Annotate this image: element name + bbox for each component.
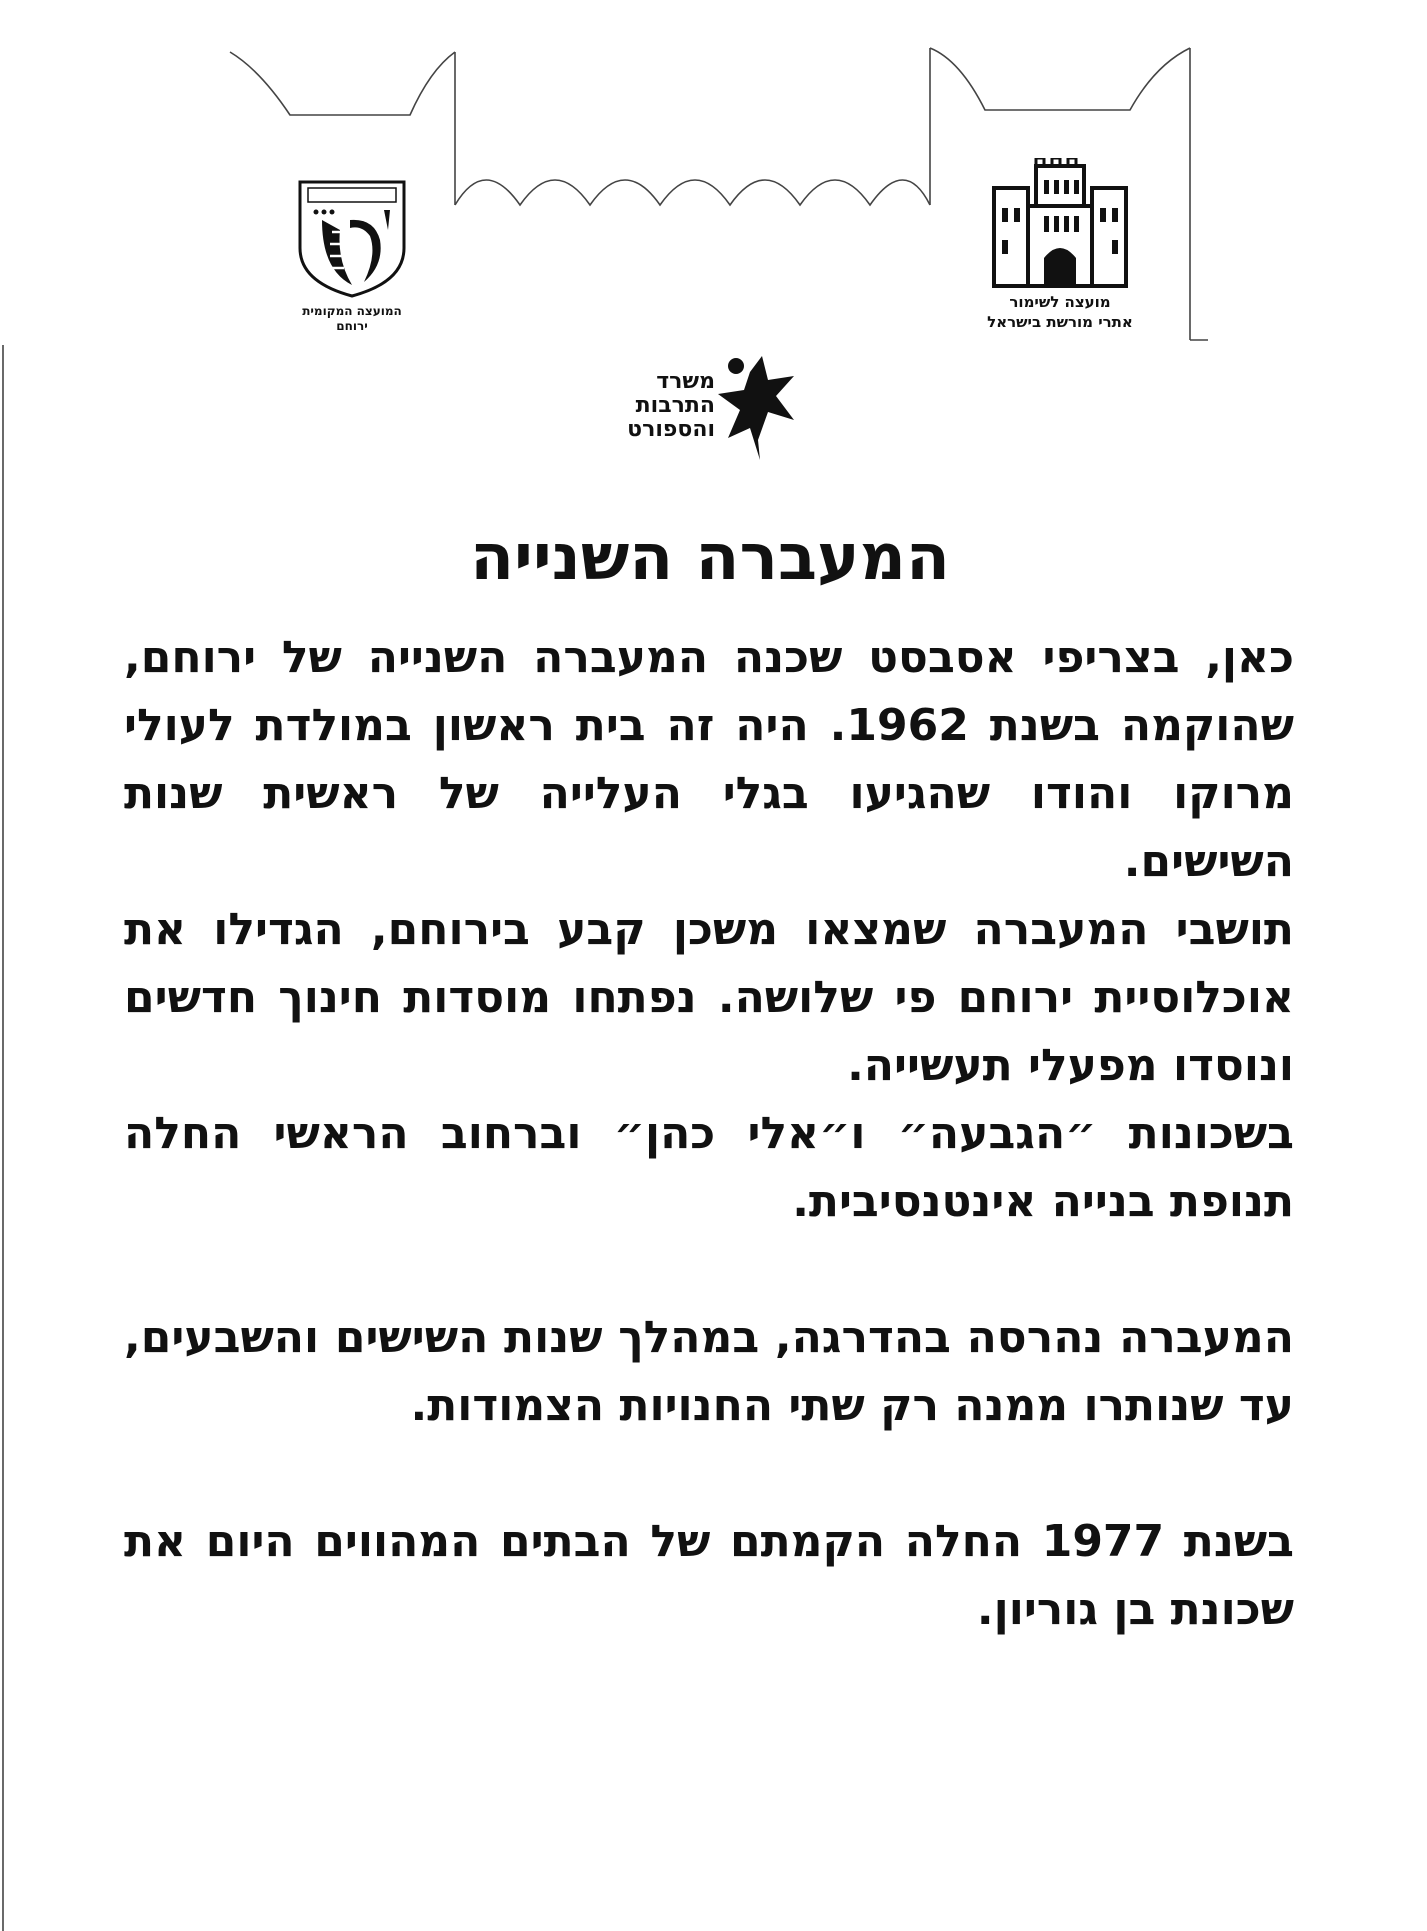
yeruham-caption-1: המועצה המקומית — [302, 304, 402, 318]
ministry-name-line2: התרבות — [635, 393, 715, 418]
paragraph-1: כאן, בצריפי אסבסט שכנה המעברה השנייה של ירוחם, שהוקמה בשנת 1962. היה זה בית ראשון במולדת לעולי מרוקו והודו שהגיעו בגלי העלייה של ראשית שנות השישים. — [124, 632, 1295, 887]
paragraph-3: בשכונות ״הגבעה״ ו״אלי כהן״ וברחוב הראשי החלה תנופת בנייה אינטנסיבית. — [124, 1108, 1294, 1227]
yeruham-shield-icon — [292, 170, 412, 300]
paragraph-5: בשנת 1977 החלה הקמתם של הבתים המהווים היום את שכונת בן גוריון. — [124, 1516, 1294, 1635]
paragraph-spacer — [124, 1236, 1294, 1304]
ministry-culture-sport-logo — [590, 350, 830, 470]
heritage-council-logo — [955, 158, 1165, 332]
sign-body — [124, 624, 1294, 1644]
paragraph-4: המעברה נהרסה בהדרגה, במהלך שנות השישים והשבעים, עד שנותרו ממנה רק שתי החנויות הצמודות. — [124, 1312, 1294, 1431]
paragraph-spacer — [124, 1440, 1294, 1508]
ministry-name — [590, 370, 715, 442]
heritage-caption-1: מועצה לשימור — [1009, 293, 1111, 311]
star-figure-icon — [710, 350, 820, 470]
paragraph-2: תושבי המעברה שמצאו משכן קבע בירוחם, הגדילו את אוכלוסיית ירוחם פי שלושה. נפתחו מוסדות חינוך חדשים ונוסדו מפעלי תעשייה. — [124, 904, 1294, 1091]
ministry-name-line1: משרד — [656, 369, 715, 394]
yeruham-council-logo — [282, 170, 422, 334]
ministry-name-line3: והספורט — [627, 417, 715, 442]
sign-title: המעברה השנייה — [470, 521, 950, 595]
yeruham-caption-2: ירוחם — [336, 319, 368, 333]
heritage-caption-2: אתרי מורשת בישראל — [987, 313, 1133, 331]
castle-gate-icon — [990, 158, 1130, 288]
